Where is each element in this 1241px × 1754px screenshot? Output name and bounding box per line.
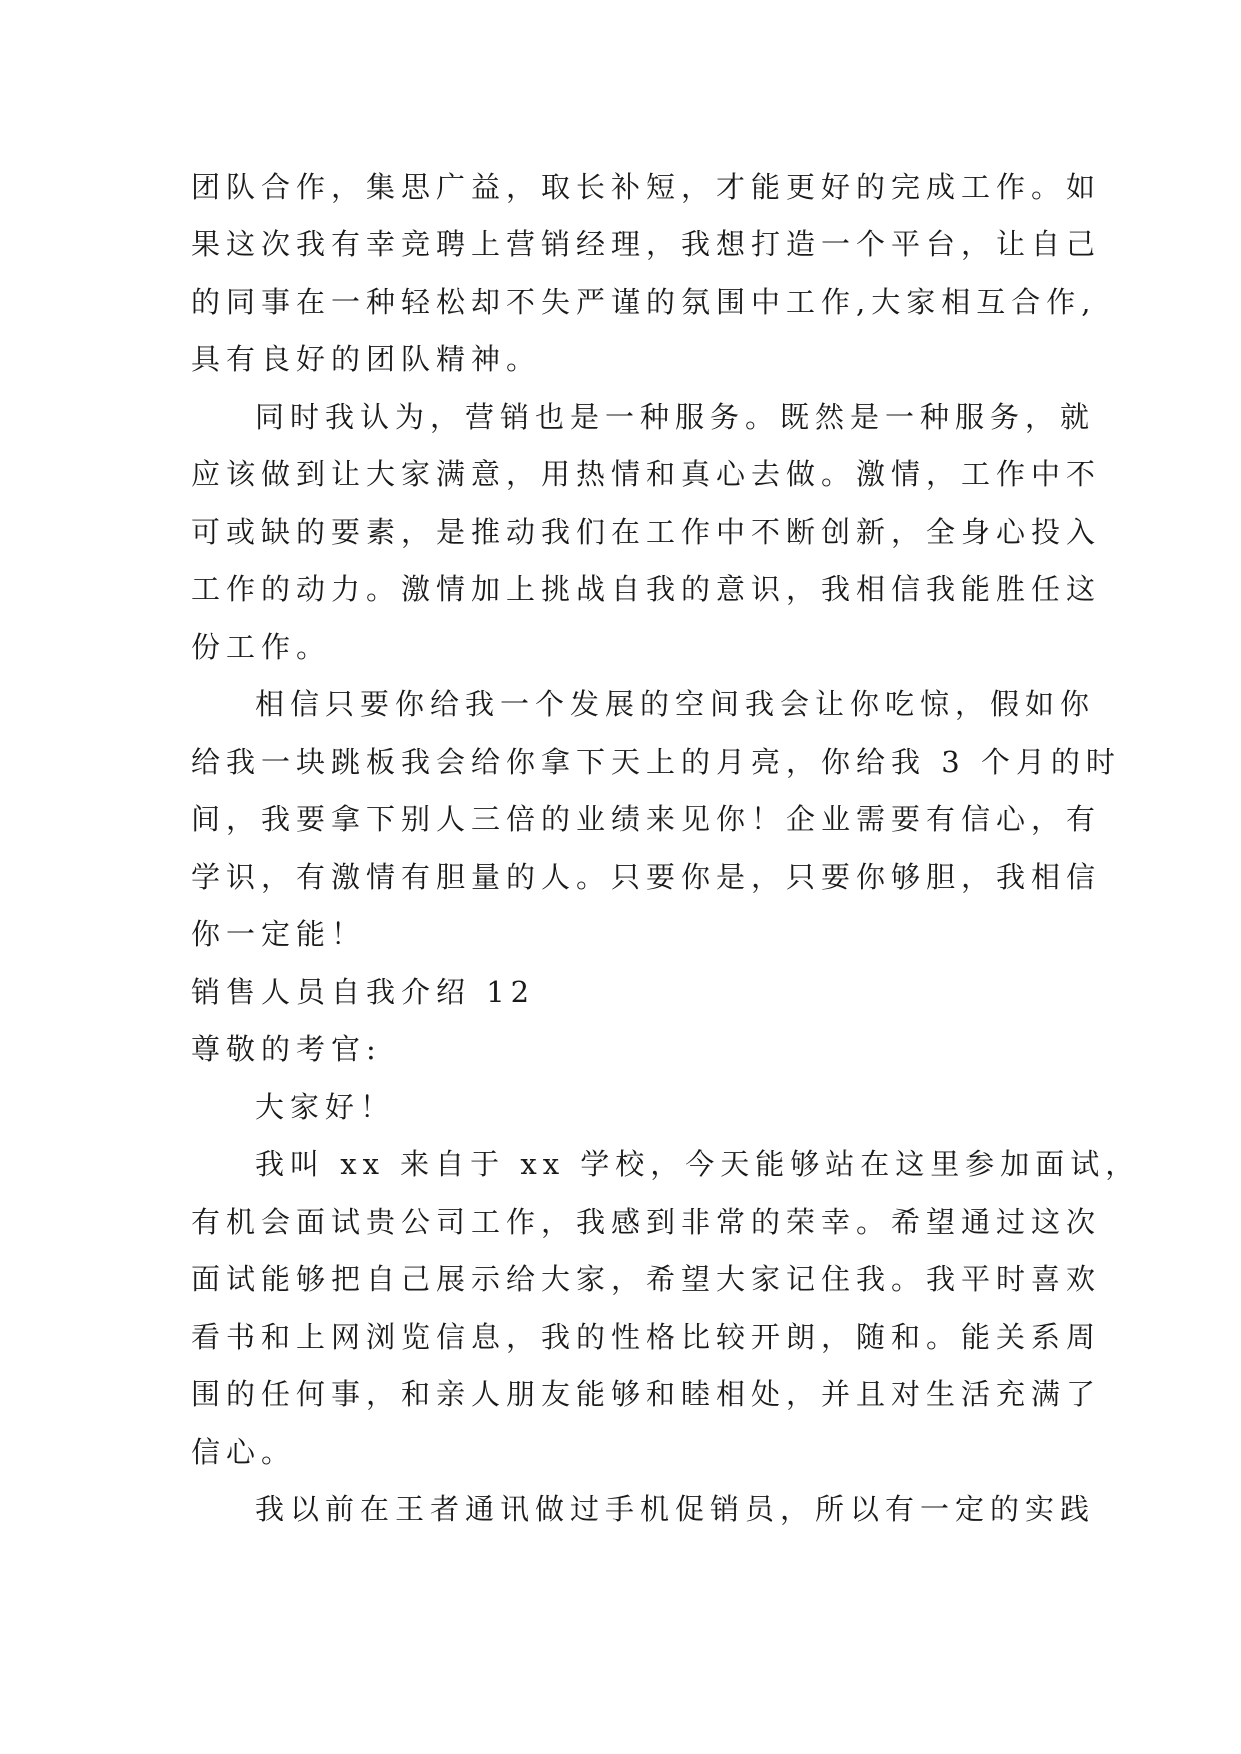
text-line: 有机会面试贵公司工作，我感到非常的荣幸。希望通过这次 [191, 1205, 1102, 1239]
text-line: 间，我要拿下别人三倍的业绩来见你！企业需要有信心，有 [191, 802, 1102, 836]
paragraph-start-line: 我以前在王者通讯做过手机促销员，所以有一定的实践 [255, 1492, 1096, 1526]
text-line: 可或缺的要素，是推动我们在工作中不断创新，全身心投入 [191, 515, 1102, 549]
salutation: 尊敬的考官: [191, 1032, 382, 1066]
text-line: 看书和上网浏览信息，我的性格比较开朗，随和。能关系周 [191, 1320, 1102, 1354]
text-line: 围的任何事，和亲人朋友能够和睦相处，并且对生活充满了 [191, 1377, 1102, 1411]
paragraph-start-line: 我叫 xx 来自于 xx 学校，今天能够站在这里参加面试， [255, 1147, 1141, 1181]
text-line: 学识，有激情有胆量的人。只要你是，只要你够胆，我相信 [191, 860, 1102, 894]
text-line: 的同事在一种轻松却不失严谨的氛围中工作,大家相互合作, [191, 285, 1097, 319]
text-line: 你一定能！ [191, 917, 367, 951]
paragraph-start-line: 同时我认为，营销也是一种服务。既然是一种服务，就 [255, 400, 1096, 434]
text-line: 给我一块跳板我会给你拿下天上的月亮，你给我 3 个月的时 [191, 745, 1121, 779]
text-line: 应该做到让大家满意，用热情和真心去做。激情，工作中不 [191, 457, 1102, 491]
text-line: 面试能够把自己展示给大家，希望大家记住我。我平时喜欢 [191, 1262, 1102, 1296]
text-line: 份工作。 [191, 630, 332, 664]
paragraph-start-line: 相信只要你给我一个发展的空间我会让你吃惊，假如你 [255, 687, 1096, 721]
greeting: 大家好！ [255, 1090, 396, 1124]
text-line: 果这次我有幸竞聘上营销经理，我想打造一个平台，让自己 [191, 227, 1102, 261]
section-title: 销售人员自我介绍 12 [191, 975, 536, 1009]
text-line: 团队合作，集思广益，取长补短，才能更好的完成工作。如 [191, 170, 1102, 204]
text-line: 具有良好的团队精神。 [191, 342, 542, 376]
text-line: 信心。 [191, 1435, 297, 1469]
text-line: 工作的动力。激情加上挑战自我的意识，我相信我能胜任这 [191, 572, 1102, 606]
